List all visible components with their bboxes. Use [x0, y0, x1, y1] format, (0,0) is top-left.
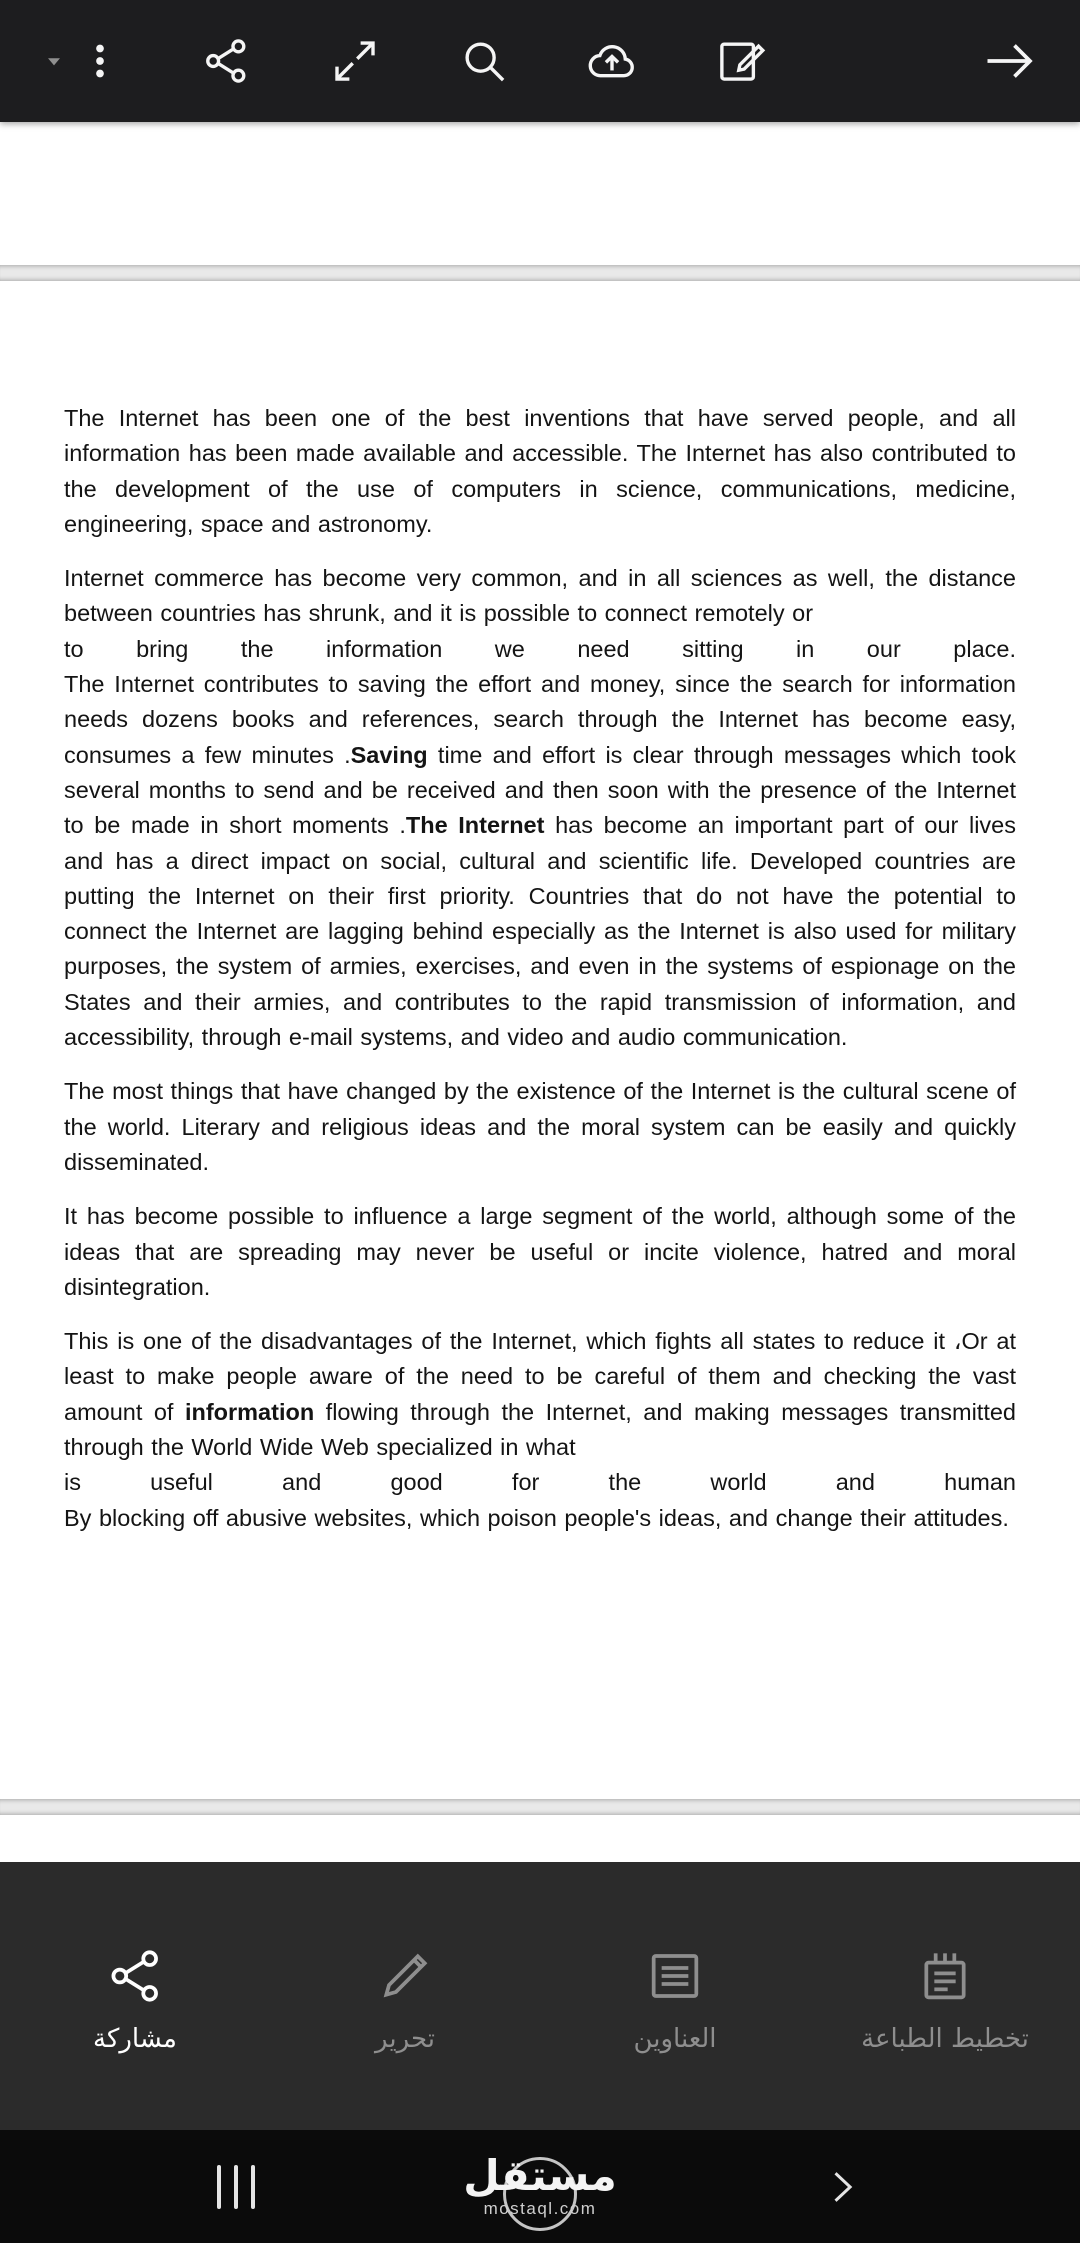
top-toolbar	[0, 0, 1080, 122]
text-run: By blocking off abusive websites, which poison people's ideas, and change their attitudes.	[64, 1504, 1009, 1531]
text-run: to bring the information we need sitting in our place.	[64, 635, 1016, 662]
page-separator-top	[0, 265, 1080, 281]
recents-icon[interactable]	[217, 2165, 255, 2209]
headings-list-icon	[643, 1944, 707, 2008]
pen-icon	[373, 1944, 437, 2008]
chevron-right-icon[interactable]	[819, 2165, 863, 2209]
system-nav-bar	[0, 2130, 1080, 2243]
share-action[interactable]	[0, 1938, 270, 2054]
text-run: The Internet has been one of the best inventions that have served people, and all information has been made available and accessible. The Internet has also contributed to the development of the use of computers in science, communications, medicine, engineering, space and astronomy.	[64, 405, 1016, 537]
print-layout-action-label: تخطيط الطباعة	[861, 2024, 1029, 2054]
share-icon[interactable]	[199, 34, 253, 88]
watermark-title: مستقل	[463, 2150, 617, 2200]
text-run: Internet commerce has become very common, and in all sciences as well, the distance between countries has shrunk, and it is possible to connect remotely or	[64, 565, 1016, 627]
paragraph	[64, 1324, 1016, 1536]
bottom-toolbar	[0, 1862, 1080, 2130]
share-icon	[103, 1944, 167, 2008]
paragraph	[64, 561, 1016, 1055]
search-icon[interactable]	[457, 34, 511, 88]
paragraph	[64, 1199, 1016, 1305]
text-run: time and effort is clear through messages which took several months to send and be received and then soon with the presence of the Internet to be made in short moments .	[64, 741, 1016, 839]
forward-arrow-icon[interactable]	[980, 31, 1040, 91]
text-run: It has become possible to influence a large segment of the world, although some of the ideas that are spreading may never be useful or incite violence, hatred and moral disintegration.	[64, 1203, 1016, 1300]
watermark-logo	[410, 2150, 670, 2219]
headings-action[interactable]	[540, 1938, 810, 2054]
overflow-menu-icon[interactable]	[78, 39, 122, 83]
text-run: flowing through the Internet, and making messages transmitted through the World Wide Web specialized in what	[64, 1398, 1017, 1461]
print-layout-icon	[913, 1944, 977, 2008]
cloud-upload-icon[interactable]	[585, 34, 639, 88]
text-run: This is one of the disadvantages of the Internet, which fights all states to reduce it ،Or at least to make people aware of the need to be careful of them and checking the vast amount of	[64, 1328, 1016, 1425]
text-run: The Internet contributes to saving the effort and money, since the search for information needs dozens books and references, search through the Internet has become easy, consumes a few minutes .	[64, 671, 1016, 768]
text-run: The most things that have changed by the existence of the Internet is the cultural scene of the world. Literary and religious ideas and the moral system can be easily and quickly disseminated.	[64, 1078, 1016, 1175]
document-body	[64, 401, 1016, 1536]
document-page[interactable]	[0, 281, 1080, 1799]
watermark-subtitle: mostaql.com	[483, 2198, 597, 2218]
fullscreen-icon[interactable]	[328, 34, 382, 88]
edit-action-label: تحرير	[375, 2024, 435, 2054]
text-run: has become an important part of our lives and has a direct impact on social, cultural and scientific life. Developed countries are putting the Internet on their first priority. Countries that do not have the potential to connect the Internet are lagging behind especially as the Internet is also used for military purposes, the system of armies, exercises, and even in the systems of espionage on the States and their armies, and contributes to the rapid transmission of information, and accessibility, through e-mail systems, and video and audio communication.	[64, 812, 1017, 1051]
next-page-top	[0, 1815, 1080, 1862]
text-run: is useful and good for the world and human	[64, 1469, 1016, 1496]
headings-action-label: العناوين	[633, 2024, 717, 2054]
text-run: information	[184, 1398, 315, 1425]
text-run: Saving	[350, 741, 428, 768]
page-separator-bottom	[0, 1799, 1080, 1815]
text-run: The Internet	[405, 812, 545, 839]
previous-page-bottom	[0, 122, 1080, 265]
paragraph	[64, 1074, 1016, 1180]
print-layout-action[interactable]	[810, 1938, 1080, 2054]
edit-action[interactable]	[270, 1938, 540, 2054]
edit-document-icon[interactable]	[714, 34, 768, 88]
caret-down-icon[interactable]	[41, 48, 67, 74]
paragraph	[64, 401, 1016, 542]
share-action-label: مشاركة	[93, 2024, 177, 2054]
